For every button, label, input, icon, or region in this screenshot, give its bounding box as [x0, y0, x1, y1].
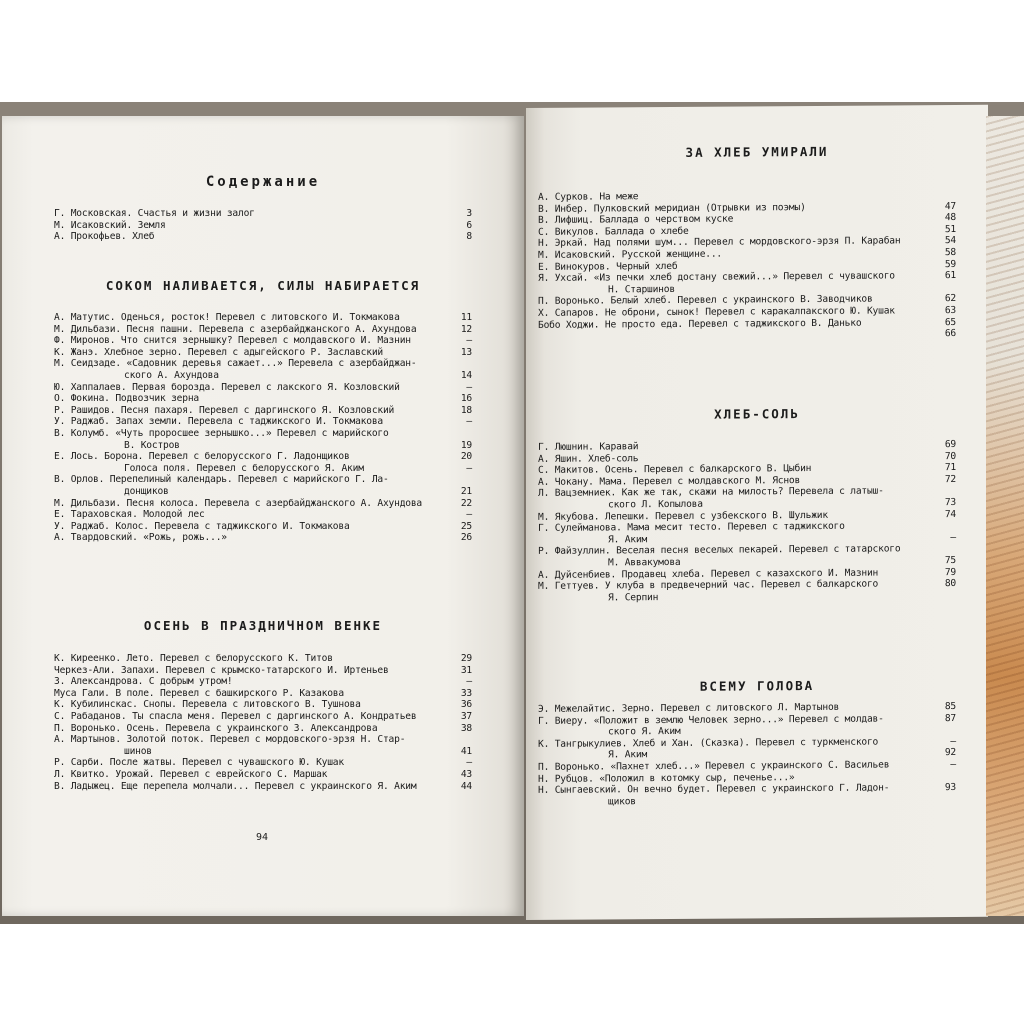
toc-entry-title: В. Орлов. Перепелиный календарь. Перевел с марийского Г. Ла- [54, 474, 389, 486]
toc-entry-page: — [466, 381, 472, 393]
toc-entry-title: В. Колумб. «Чуть проросшее зернышко...» Перевел с марийского [54, 427, 389, 439]
toc-entry-page: 58 [944, 246, 956, 259]
toc-entry [54, 405, 472, 417]
toc-entry-page: 36 [460, 699, 472, 711]
toc-entry-title: Г. Сулейманова. Мама месит тесто. Перевел с таджикского [538, 520, 845, 535]
toc-entry [54, 498, 472, 510]
toc-entry [54, 347, 472, 359]
toc-entry-title: Г. Люшнин. Каравай [538, 441, 639, 453]
toc-entry [538, 590, 956, 605]
section-title-2: ОСЕНЬ В ПРАЗДНИЧНОМ ВЕНКЕ [143, 618, 383, 633]
toc-entry-page: 31 [460, 664, 472, 676]
toc-entry-title: М. Исаковский. Русской женщине... [538, 248, 723, 261]
toc-entry [54, 769, 472, 781]
toc-entry-page: 63 [944, 304, 956, 317]
toc-entry-title: Р. Сарби. После жатвы. Перевел с чувашского Ю. Кушак [54, 757, 344, 769]
section-title-3: ЗА ХЛЕБ УМИРАЛИ [685, 143, 829, 160]
toc-entry-page: 20 [460, 451, 472, 463]
toc-entry-title: А. Мартынов. Золотой поток. Перевел с мордовского-эрзя Н. Стар- [54, 734, 406, 746]
toc-entry-page: 73 [944, 496, 956, 509]
toc-entry-page: 16 [460, 393, 472, 405]
toc-entry-title: Я. Аким [608, 749, 648, 761]
toc-entry-title: Ю. Хаппалаев. Первая борозда. Перевел с лакского Я. Козловский [54, 381, 400, 393]
toc-entry-page: 25 [460, 520, 472, 532]
toc-entry-title: М. Дильбази. Песня пашни. Перевела с азербайджанского А. Ахундова [54, 323, 417, 335]
toc-entry [54, 451, 472, 463]
toc-entry-title: Н. Сынгаевский. Он вечно будет. Перевел с украинского Г. Ладон- [538, 782, 890, 797]
toc-entry-page: 74 [944, 508, 956, 520]
toc-entry-title: К. Жанэ. Хлебное зерно. Перевел с адыгейского Р. Заславский [54, 346, 383, 358]
toc-entry-title: М. Геттуев. У клуба в предвечерний час. Перевел с балкарского [538, 578, 879, 593]
toc-entry-title [538, 340, 934, 343]
toc-entry-title: Р. Файзуллин. Веселая песня веселых пекарей. Перевел с татарского [538, 543, 901, 558]
toc-entry-page: 71 [944, 462, 956, 474]
section-1-entries [54, 312, 472, 544]
toc-entry-page: 80 [944, 578, 956, 590]
toc-entry [54, 711, 472, 723]
toc-entry-title: А. Яшин. Хлеб-соль [538, 452, 639, 465]
toc-entry-page: 12 [460, 323, 472, 335]
toc-entry-title: С. Рабаданов. Ты спасла меня. Перевел с даргинского А. Кондратьев [54, 710, 417, 722]
toc-entry-page: — [466, 676, 472, 688]
toc-entry-page: 3 [466, 208, 472, 219]
toc-entry [54, 653, 472, 665]
toc-entry-title: У. Раджаб. Запах земли. Перевела с таджикского И. Токмакова [54, 416, 383, 428]
toc-entry-page: 37 [460, 710, 472, 722]
toc-entry-page: — [950, 531, 956, 543]
toc-entry-title: М. Сеидзаде. «Садовник деревья сажает...» Перевела с азербайджан- [54, 358, 417, 370]
toc-entry [54, 231, 472, 243]
section-3-entries [538, 189, 956, 343]
toc-entry-page: 18 [460, 404, 472, 416]
toc-entry [54, 532, 472, 544]
toc-entry-title: Я. Аким [608, 533, 648, 546]
toc-entry-page: 51 [944, 223, 956, 235]
toc-entry [54, 676, 472, 688]
toc-entry-page: 13 [460, 346, 472, 358]
toc-entry-title: М. Якубова. Лепешки. Перевел с узбекского В. Шульжик [538, 509, 828, 523]
toc-entry-title: А. Сурков. На меже [538, 191, 639, 203]
toc-entry [54, 757, 472, 769]
toc-entry-title: Э. Межелайтис. Зерно. Перевел с литовского Л. Мартынов [538, 701, 840, 715]
toc-entry [54, 463, 472, 475]
toc-entry [54, 382, 472, 394]
toc-entry [54, 509, 472, 521]
toc-entry-page: 69 [944, 438, 956, 451]
toc-entry [54, 688, 472, 700]
toc-entry-page: 8 [466, 231, 472, 243]
toc-entry-title: П. Воронько. «Пахнет хлеб...» Перевел с украинского С. Васильев [538, 759, 890, 773]
right-page [526, 105, 988, 920]
toc-entry-title: Х. Сапаров. Не оброни, сынок! Перевел с каракалпакского Ю. Кушак [538, 305, 895, 319]
toc-entry [54, 665, 472, 677]
toc-entry-page: 6 [466, 219, 472, 231]
toc-entry-page: 48 [944, 212, 956, 224]
toc-entry-title: А. Матутис. Оденься, росток! Перевел с литовского И. Токмакова [54, 312, 400, 323]
toc-entry-title: Н. Старшинов [608, 283, 675, 296]
toc-entry-title: Бобо Ходжи. Не просто еда. Перевел с таджикского В. Данько [538, 317, 862, 331]
toc-entry-page: 92 [944, 747, 956, 759]
toc-entry [54, 358, 472, 370]
toc-entry [54, 370, 472, 382]
toc-entry-title: Е. Винокуров. Черный хлеб [538, 260, 678, 273]
toc-entry-title: М. Исаковский. Земля [54, 219, 166, 231]
toc-entry-page: 44 [460, 780, 472, 792]
toc-entry-title: К. Кубилинскас. Снопы. Перевела с литовского В. Тушнова [54, 699, 361, 711]
toc-entry-title: Е. Тараховская. Молодой лес [54, 509, 205, 521]
toc-entry-title: Н. Рубцов. «Положил в котомку сыр, печенье...» [538, 771, 795, 785]
toc-entry-title: К. Тангрыкулиев. Хлеб и Хан. (Сказка). Перевел с туркменского [538, 736, 879, 750]
toc-entry [54, 781, 472, 793]
toc-entry-title: В. Ладыжец. Еще перепела молчали... Перевел с украинского Я. Аким [54, 780, 417, 792]
toc-entry-page: 72 [944, 473, 956, 485]
toc-entry-page: — [466, 335, 472, 347]
toc-entry [54, 486, 472, 498]
toc-entry-title: Н. Эркай. Над полями шум... Перевел с мордовского-эрзя П. Карабан [538, 235, 901, 250]
toc-entry-page: 19 [460, 439, 472, 451]
toc-entry-title: У. Раджаб. Колос. Перевела с таджикского И. Токмакова [54, 520, 350, 532]
toc-entry-title: З. Александрова. С добрым утром! [54, 676, 233, 688]
toc-entry [54, 746, 472, 758]
toc-entry-title: А. Прокофьев. Хлеб [54, 231, 155, 243]
toc-entry-page: 47 [944, 200, 956, 212]
section-2-entries [54, 653, 472, 792]
intro-entries [54, 208, 472, 243]
open-book [0, 102, 1024, 924]
toc-entry-title: Л. Вацземниек. Как же так, скажи на милость? Перевела с латыш- [538, 485, 884, 500]
toc-entry-title: Черкез-Али. Запахи. Перевел с крымско-татарского И. Иртеньев [54, 664, 389, 676]
toc-entry-page: 75 [944, 554, 956, 567]
toc-entry [54, 324, 472, 336]
toc-entry [54, 312, 472, 324]
toc-entry-page: 21 [460, 485, 472, 497]
toc-entry [54, 220, 472, 232]
toc-entry-page: 70 [944, 450, 956, 462]
toc-entry-title: Г. Московская. Счастья и жизни залог [54, 208, 255, 219]
toc-entry-page: 26 [460, 532, 472, 544]
toc-entry-page: — [950, 758, 956, 771]
toc-entry-title: А. Твардовский. «Рожь, рожь...» [54, 532, 227, 544]
toc-entry-title: ского Л. Копылова [608, 498, 703, 511]
toc-entry-title: П. Воронько. Белый хлеб. Перевел с украинского В. Заводчиков [538, 293, 873, 308]
section-title-4: ХЛЕБ-СОЛЬ [714, 406, 800, 422]
toc-entry-page: 41 [460, 745, 472, 757]
toc-entry-title: донщиков [124, 485, 169, 497]
toc-entry-page: 22 [460, 497, 472, 509]
toc-entry-title: О. Фокина. Подвозчик зерна [54, 393, 199, 405]
toc-entry-title: С. Макитов. Осень. Перевел с балкарского В. Цыбин [538, 463, 812, 477]
cover-illustration-edge [986, 116, 1024, 916]
section-title-1: СОКОМ НАЛИВАЕТСЯ, СИЛЫ НАБИРАЕТСЯ [105, 278, 421, 293]
toc-entry-page: 65 [944, 316, 956, 328]
toc-entry-page: 38 [460, 722, 472, 734]
toc-entry-page: 66 [944, 328, 956, 340]
section-4-entries [538, 439, 956, 604]
toc-entry-title: А. Дуйсенбиев. Продавец хлеба. Перевел с казахского И. Мазнин [538, 567, 879, 581]
toc-entry-title: Л. Квитко. Урожай. Перевел с еврейского С. Маршак [54, 768, 328, 780]
toc-entry-title: Я. Серпин [608, 591, 659, 604]
toc-entry [54, 335, 472, 347]
toc-entry-title: Муса Гали. В поле. Перевел с башкирского Р. Казакова [54, 687, 344, 699]
toc-entry-page: — [466, 462, 472, 474]
toc-entry [54, 474, 472, 486]
toc-entry-title: щиков [608, 795, 636, 808]
section-title-5: ВСЕМУ ГОЛОВА [699, 677, 815, 694]
toc-entry-page: 43 [460, 768, 472, 780]
toc-entry-title: Ф. Миронов. Что снится зернышку? Перевел с молдавского И. Мазнин [54, 335, 411, 347]
toc-entry-page: — [950, 735, 956, 747]
toc-entry [54, 440, 472, 452]
toc-entry-title: А. Чокану. Мама. Перевел с молдавского М. Яснов [538, 474, 801, 488]
toc-entry-page: — [466, 416, 472, 428]
toc-entry [54, 734, 472, 746]
toc-entry-title: ского А. Ахундова [124, 369, 219, 381]
toc-entry-title: Р. Рашидов. Песня пахаря. Перевел с даргинского Я. Козловский [54, 404, 395, 416]
toc-entry [54, 208, 472, 220]
toc-entry-title: В. Костров [124, 439, 180, 451]
toc-entry-page: 85 [944, 700, 956, 713]
toc-entry-title: В. Инбер. Пулковский меридиан (Отрывки из поэмы) [538, 201, 806, 215]
toc-entry [54, 521, 472, 533]
toc-entry-page: 87 [944, 712, 956, 724]
toc-entry-page: 54 [944, 235, 956, 247]
toc-entry-title: Е. Лось. Борона. Перевел с белорусского Г. Ладонщиков [54, 451, 350, 463]
toc-entry-page: — [466, 509, 472, 521]
toc-entry-page: 79 [944, 566, 956, 578]
toc-entry-page: 62 [944, 293, 956, 305]
toc-entry [54, 723, 472, 735]
toc-entry-title: шинов [124, 745, 152, 757]
toc-entry-page: 59 [944, 258, 956, 270]
left-page [2, 116, 524, 916]
toc-entry-page: 93 [944, 782, 956, 794]
toc-entry-title: С. Викулов. Баллада о хлебе [538, 225, 689, 238]
page-number: 94 [256, 832, 269, 843]
toc-entry-page: 61 [944, 270, 956, 282]
toc-entry-page: 14 [460, 369, 472, 381]
contents-title: Содержание [205, 174, 321, 190]
toc-entry-title: Голоса поля. Перевел с белорусского Я. Аким [124, 462, 364, 474]
toc-entry [54, 416, 472, 428]
toc-entry [54, 428, 472, 440]
toc-entry-title: В. Лифшиц. Баллада о черством куске [538, 213, 734, 227]
toc-entry [538, 794, 956, 809]
section-5-entries [538, 701, 956, 808]
toc-entry-title: ского Я. Аким [608, 726, 681, 738]
toc-entry-title: К. Киреенко. Лето. Перевел с белорусского К. Титов [54, 653, 333, 664]
toc-entry-page: 11 [460, 312, 472, 323]
toc-entry [54, 393, 472, 405]
toc-entry-title: М. Дильбази. Песня колоса. Перевела с азербайджанского А. Ахундова [54, 497, 423, 509]
toc-entry-title: П. Воронько. Осень. Перевела с украинского З. Александрова [54, 722, 378, 734]
toc-entry [54, 699, 472, 711]
toc-entry-page: 33 [460, 687, 472, 699]
toc-entry-title: Г. Виеру. «Положит в землю Человек зерно...» Перевел с молдав- [538, 713, 884, 727]
toc-entry-title: М. Аввакумова [608, 556, 681, 569]
toc-entry-title: Я. Ухсай. «Из печки хлеб достану свежий...» Перевел с чувашского [538, 270, 895, 285]
toc-entry-page: 29 [460, 653, 472, 664]
toc-entry-page: — [466, 757, 472, 769]
